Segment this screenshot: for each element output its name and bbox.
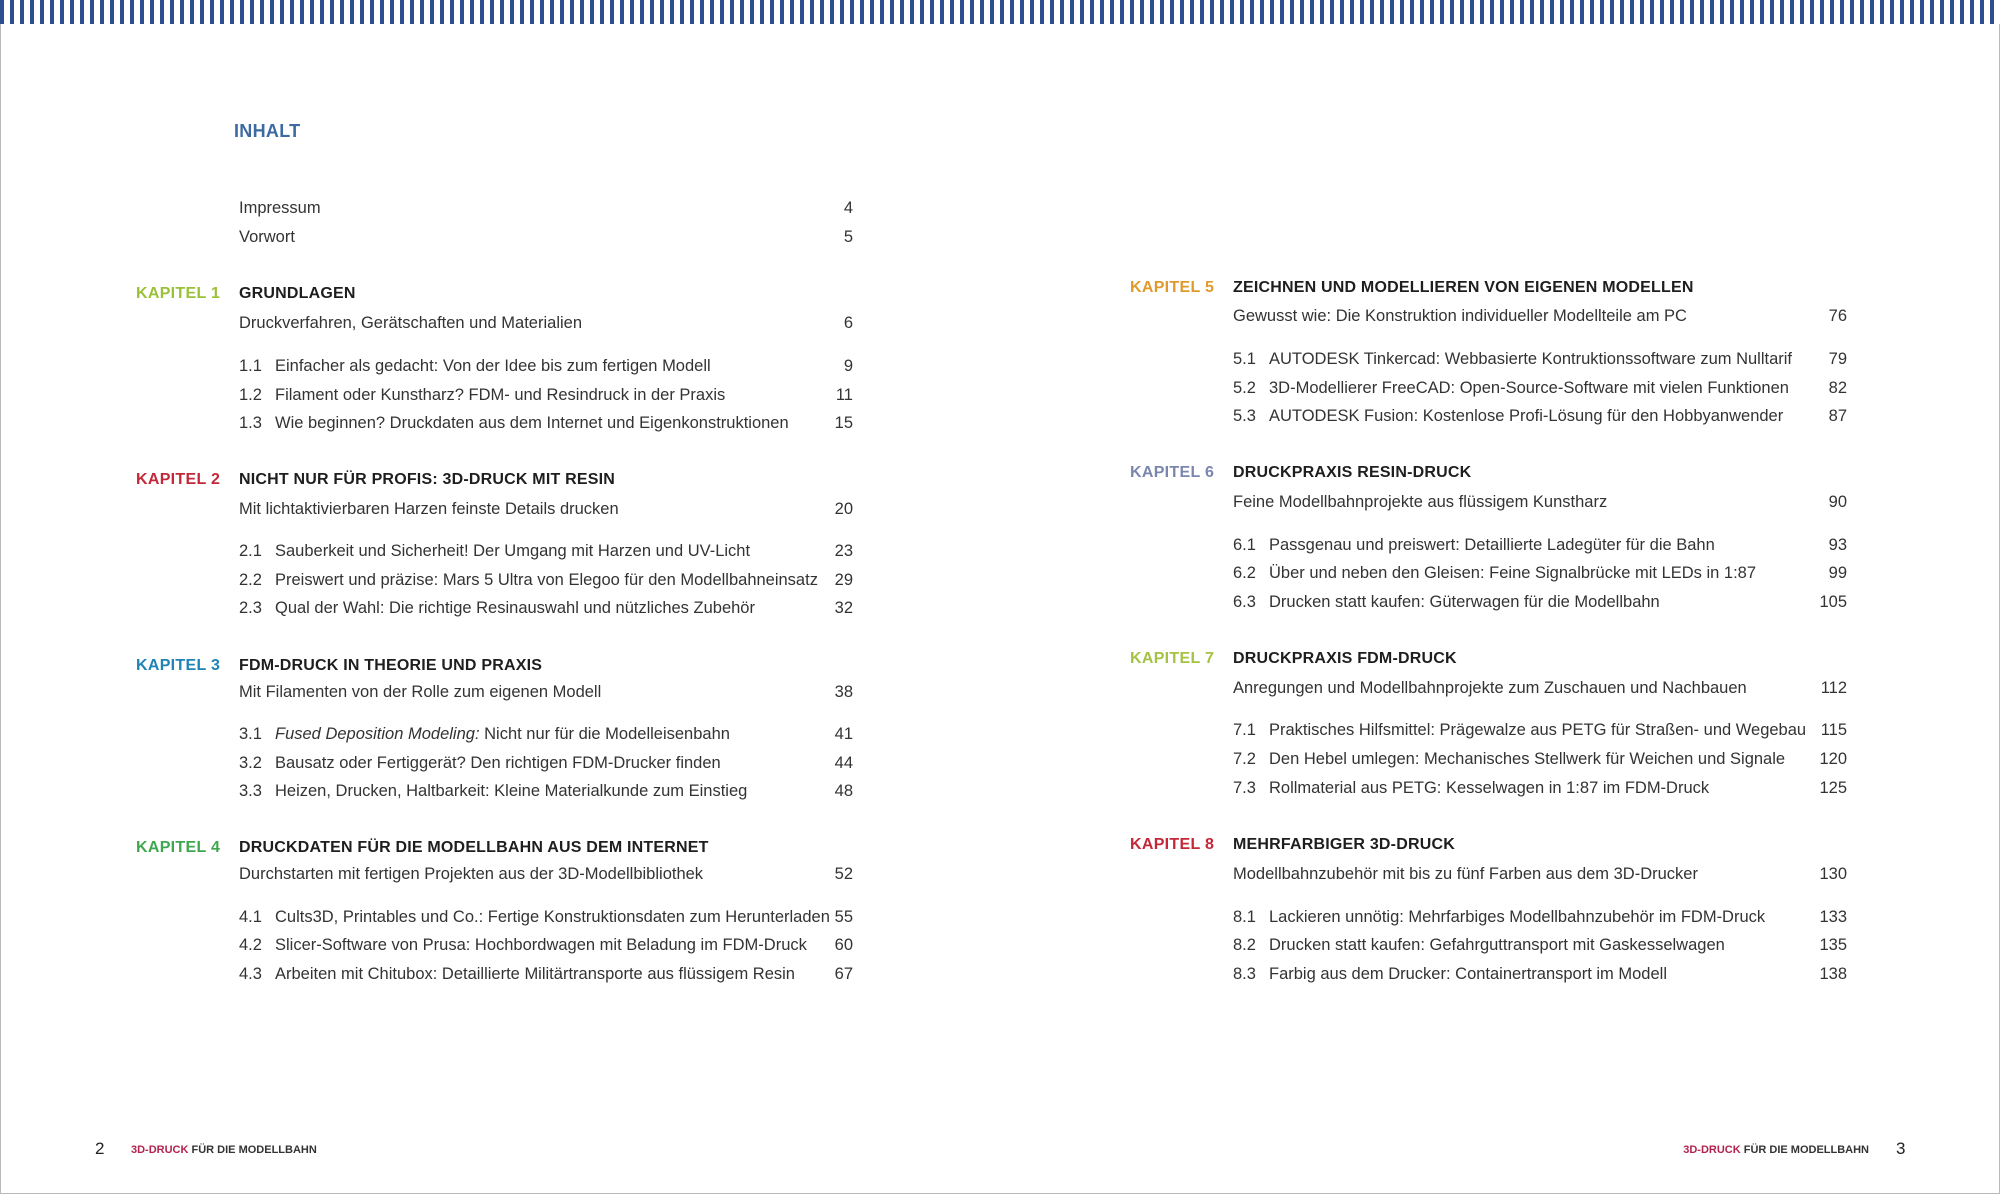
section-title: Qual der Wahl: Die richtige Resinauswahl und nützliches Zubehör <box>275 599 755 617</box>
section-page: 23 <box>834 542 853 560</box>
toc-section-8-2[interactable] <box>1233 933 1847 957</box>
section-page: 44 <box>834 754 853 772</box>
section-number: 1.3 <box>239 414 262 432</box>
section-number: 1.2 <box>239 386 262 404</box>
section-title: AUTODESK Tinkercad: Webbasierte Kontruktionssoftware zum Nulltarif <box>1269 350 1793 368</box>
toc-entry-page: 112 <box>1820 679 1847 697</box>
toc-entry-title: Vorwort <box>239 228 295 246</box>
chapter-5-label: KAPITEL 5 <box>1130 279 1215 296</box>
page-number-right: 3 <box>1896 1139 1906 1158</box>
section-title-italic: Fused Deposition Modeling: <box>275 725 480 743</box>
toc-entry-page: 130 <box>1819 865 1847 883</box>
section-number: 7.2 <box>1233 750 1256 768</box>
chapter-7-label: KAPITEL 7 <box>1130 650 1215 667</box>
section-title: Arbeiten mit Chitubox: Detaillierte Militärtransporte aus flüssigem Resin <box>275 965 795 983</box>
section-page: 115 <box>1820 721 1847 739</box>
chapter-6-label: KAPITEL 6 <box>1130 464 1215 481</box>
section-title: Filament oder Kunstharz? FDM- und Resindruck in der Praxis <box>275 386 726 404</box>
section-title: Heizen, Drucken, Haltbarkeit: Kleine Materialkunde zum Einstieg <box>275 782 748 800</box>
section-number: 8.2 <box>1233 936 1256 954</box>
section-title: Den Hebel umlegen: Mechanisches Stellwerk für Weichen und Signale <box>1269 750 1786 768</box>
footer-rest-text: FÜR DIE MODELLBAHN <box>188 1144 317 1156</box>
section-title: Cults3D, Printables und Co.: Fertige Konstruktionsdaten zum Herunterladen <box>275 908 830 926</box>
section-page: 11 <box>835 386 853 404</box>
section-page: 87 <box>1828 407 1847 425</box>
toc-entry-page: 90 <box>1828 493 1847 511</box>
section-number: 8.3 <box>1233 965 1256 983</box>
section-number: 3.1 <box>239 725 262 743</box>
footer-accent-text: 3D-DRUCK <box>131 1144 189 1156</box>
section-title: 3D-Modellierer FreeCAD: Open-Source-Software mit vielen Funktionen <box>1269 379 1789 397</box>
toc-section-5-2[interactable] <box>1233 376 1847 400</box>
section-page: 82 <box>1828 379 1847 397</box>
section-title: Nicht nur für die Modelleisenbahn <box>479 725 730 743</box>
chapter-7-title[interactable]: DRUCKPRAXIS FDM-DRUCK <box>1233 650 1457 667</box>
toc-section-1-1[interactable] <box>239 354 853 378</box>
toc-entry-page: 76 <box>1828 307 1847 325</box>
footer-rest-text: FÜR DIE MODELLBAHN <box>1740 1144 1869 1156</box>
toc-entry-title: Druckverfahren, Gerätschaften und Materialien <box>239 314 583 332</box>
chapter-8-title[interactable]: MEHRFARBIGER 3D-DRUCK <box>1233 836 1455 853</box>
toc-entry-page: 4 <box>843 199 853 217</box>
toc-entry-impressum[interactable] <box>239 196 853 220</box>
section-title: Sauberkeit und Sicherheit! Der Umgang mit Harzen und UV-Licht <box>275 542 751 560</box>
section-number: 3.2 <box>239 754 262 772</box>
toc-entry-title: Feine Modellbahnprojekte aus flüssigem Kunstharz <box>1233 493 1608 511</box>
section-title: Passgenau und preiswert: Detaillierte Ladegüter für die Bahn <box>1269 536 1715 554</box>
toc-section-3-2[interactable] <box>239 751 853 775</box>
toc-section-6-3[interactable] <box>1233 590 1847 614</box>
section-title: Bausatz oder Fertiggerät? Den richtigen FDM-Drucker finden <box>275 754 721 772</box>
section-page: 32 <box>834 599 853 617</box>
section-number: 8.1 <box>1233 908 1256 926</box>
section-page: 133 <box>1819 908 1847 926</box>
chapter-4-label: KAPITEL 4 <box>136 839 221 856</box>
chapter-3-label: KAPITEL 3 <box>136 657 221 674</box>
section-number: 4.2 <box>239 936 262 954</box>
footer-book-title-left <box>131 1141 317 1159</box>
section-page: 60 <box>834 936 853 954</box>
section-page: 99 <box>1828 564 1847 582</box>
section-title: Praktisches Hilfsmittel: Prägewalze aus PETG für Straßen- und Wegebau <box>1269 721 1807 739</box>
section-page: 125 <box>1819 779 1847 797</box>
chapter-6-intro[interactable] <box>1233 490 1847 514</box>
toc-section-3-1[interactable] <box>239 722 853 746</box>
section-number: 6.1 <box>1233 536 1256 554</box>
toc-section-4-2[interactable] <box>239 933 853 957</box>
section-number: 4.1 <box>239 908 262 926</box>
footer-book-title-right <box>1683 1141 1869 1159</box>
section-title: AUTODESK Fusion: Kostenlose Profi-Lösung für den Hobbyanwender <box>1269 407 1784 425</box>
toc-entry-title: Mit lichtaktivierbaren Harzen feinste Details drucken <box>239 500 619 518</box>
toc-section-1-3[interactable] <box>239 411 853 435</box>
toc-section-4-3[interactable] <box>239 962 853 986</box>
toc-entry-page: 6 <box>843 314 853 332</box>
section-page: 135 <box>1819 936 1847 954</box>
section-number: 4.3 <box>239 965 262 983</box>
toc-entry-title: Gewusst wie: Die Konstruktion individueller Modellteile am PC <box>1233 307 1687 325</box>
section-number: 6.3 <box>1233 593 1256 611</box>
toc-entry-title: Impressum <box>239 199 321 217</box>
section-title: Drucken statt kaufen: Güterwagen für die Modellbahn <box>1269 593 1660 611</box>
chapter-5-intro[interactable] <box>1233 304 1847 328</box>
section-number: 2.1 <box>239 542 262 560</box>
toc-entry-page: 5 <box>843 228 853 246</box>
section-number: 5.3 <box>1233 407 1256 425</box>
section-page: 93 <box>1828 536 1847 554</box>
section-title: Slicer-Software von Prusa: Hochbordwagen mit Beladung im FDM-Druck <box>275 936 807 954</box>
section-number: 2.2 <box>239 571 262 589</box>
chapter-1-intro[interactable] <box>239 311 853 335</box>
section-page: 15 <box>834 414 853 432</box>
section-page: 9 <box>843 357 853 375</box>
chapter-4-intro[interactable] <box>239 862 853 886</box>
toc-section-2-2[interactable] <box>239 568 853 592</box>
toc-entry-title: Modellbahnzubehör mit bis zu fünf Farben aus dem 3D-Drucker <box>1233 865 1698 883</box>
section-page: 67 <box>834 965 853 983</box>
section-title: Preiswert und präzise: Mars 5 Ultra von Elegoo für den Modellbahneinsatz <box>275 571 818 589</box>
section-page: 29 <box>834 571 853 589</box>
section-number: 7.1 <box>1233 721 1256 739</box>
chapter-8-intro[interactable] <box>1233 862 1847 886</box>
section-number: 7.3 <box>1233 779 1256 797</box>
chapter-5-title[interactable]: ZEICHNEN UND MODELLIEREN VON EIGENEN MODELLEN <box>1233 279 1694 296</box>
toc-section-1-2[interactable] <box>239 383 853 407</box>
toc-section-7-3[interactable] <box>1233 776 1847 800</box>
section-title: Einfacher als gedacht: Von der Idee bis zum fertigen Modell <box>275 357 711 375</box>
toc-entry-title: Anregungen und Modellbahnprojekte zum Zuschauen und Nachbauen <box>1233 679 1747 697</box>
section-number: 5.2 <box>1233 379 1256 397</box>
chapter-2-intro[interactable] <box>239 497 853 521</box>
toc-section-2-3[interactable] <box>239 596 853 620</box>
section-page: 79 <box>1828 350 1847 368</box>
toc-entry-title: Mit Filamenten von der Rolle zum eigenen Modell <box>239 683 602 701</box>
toc-section-4-1[interactable] <box>239 905 853 929</box>
section-page: 105 <box>1819 593 1847 611</box>
footer-accent-text: 3D-DRUCK <box>1683 1144 1741 1156</box>
section-page: 138 <box>1819 965 1847 983</box>
chapter-6-title[interactable]: DRUCKPRAXIS RESIN-DRUCK <box>1233 464 1472 481</box>
chapter-8-label: KAPITEL 8 <box>1130 836 1215 853</box>
page-number-left: 2 <box>95 1139 105 1158</box>
section-number: 2.3 <box>239 599 262 617</box>
section-page: 55 <box>834 908 853 926</box>
toc-section-8-3[interactable] <box>1233 962 1847 986</box>
toc-section-2-1[interactable] <box>239 539 853 563</box>
chapter-4-title[interactable]: DRUCKDATEN FÜR DIE MODELLBAHN AUS DEM INTERNET <box>239 839 709 856</box>
section-title: Lackieren unnötig: Mehrfarbiges Modellbahnzubehör im FDM-Druck <box>1269 908 1766 926</box>
section-title: Farbig aus dem Drucker: Containertransport im Modell <box>1269 965 1667 983</box>
toc-entry-title: Durchstarten mit fertigen Projekten aus der 3D-Modellbibliothek <box>239 865 704 883</box>
section-number: 6.2 <box>1233 564 1256 582</box>
section-title: Wie beginnen? Druckdaten aus dem Internet und Eigenkonstruktionen <box>275 414 789 432</box>
section-page: 48 <box>834 782 853 800</box>
section-number: 1.1 <box>239 357 262 375</box>
chapter-2-title[interactable]: NICHT NUR FÜR PROFIS: 3D-DRUCK MIT RESIN <box>239 471 615 488</box>
section-title: Über und neben den Gleisen: Feine Signalbrücke mit LEDs in 1:87 <box>1269 564 1757 582</box>
toc-section-3-3[interactable] <box>239 779 853 803</box>
chapter-2-label: KAPITEL 2 <box>136 471 221 488</box>
section-title: Drucken statt kaufen: Gefahrguttransport mit Gaskesselwagen <box>1269 936 1725 954</box>
toc-entry-page: 38 <box>834 683 853 701</box>
toc-section-5-3[interactable] <box>1233 404 1847 428</box>
toc-heading: INHALT <box>234 121 301 141</box>
toc-section-7-1[interactable] <box>1233 718 1847 742</box>
chapter-3-intro[interactable] <box>239 680 853 704</box>
section-page: 120 <box>1819 750 1847 768</box>
toc-section-5-1[interactable] <box>1233 347 1847 371</box>
toc-section-6-2[interactable] <box>1233 561 1847 585</box>
chapter-1-title[interactable]: GRUNDLAGEN <box>239 285 356 302</box>
toc-section-7-2[interactable] <box>1233 747 1847 771</box>
toc-section-8-1[interactable] <box>1233 905 1847 929</box>
section-number: 3.3 <box>239 782 262 800</box>
section-number: 5.1 <box>1233 350 1256 368</box>
toc-entry-page: 52 <box>834 865 853 883</box>
top-stripe-border <box>0 0 2000 24</box>
toc-section-6-1[interactable] <box>1233 533 1847 557</box>
section-page: 41 <box>834 725 853 743</box>
toc-entry-page: 20 <box>834 500 853 518</box>
section-title: Rollmaterial aus PETG: Kesselwagen in 1:87 im FDM-Druck <box>1269 779 1710 797</box>
chapter-1-label: KAPITEL 1 <box>136 285 221 302</box>
chapter-3-title[interactable]: FDM-DRUCK IN THEORIE UND PRAXIS <box>239 657 543 674</box>
toc-entry-vorwort[interactable] <box>239 225 853 249</box>
chapter-7-intro[interactable] <box>1233 676 1847 700</box>
